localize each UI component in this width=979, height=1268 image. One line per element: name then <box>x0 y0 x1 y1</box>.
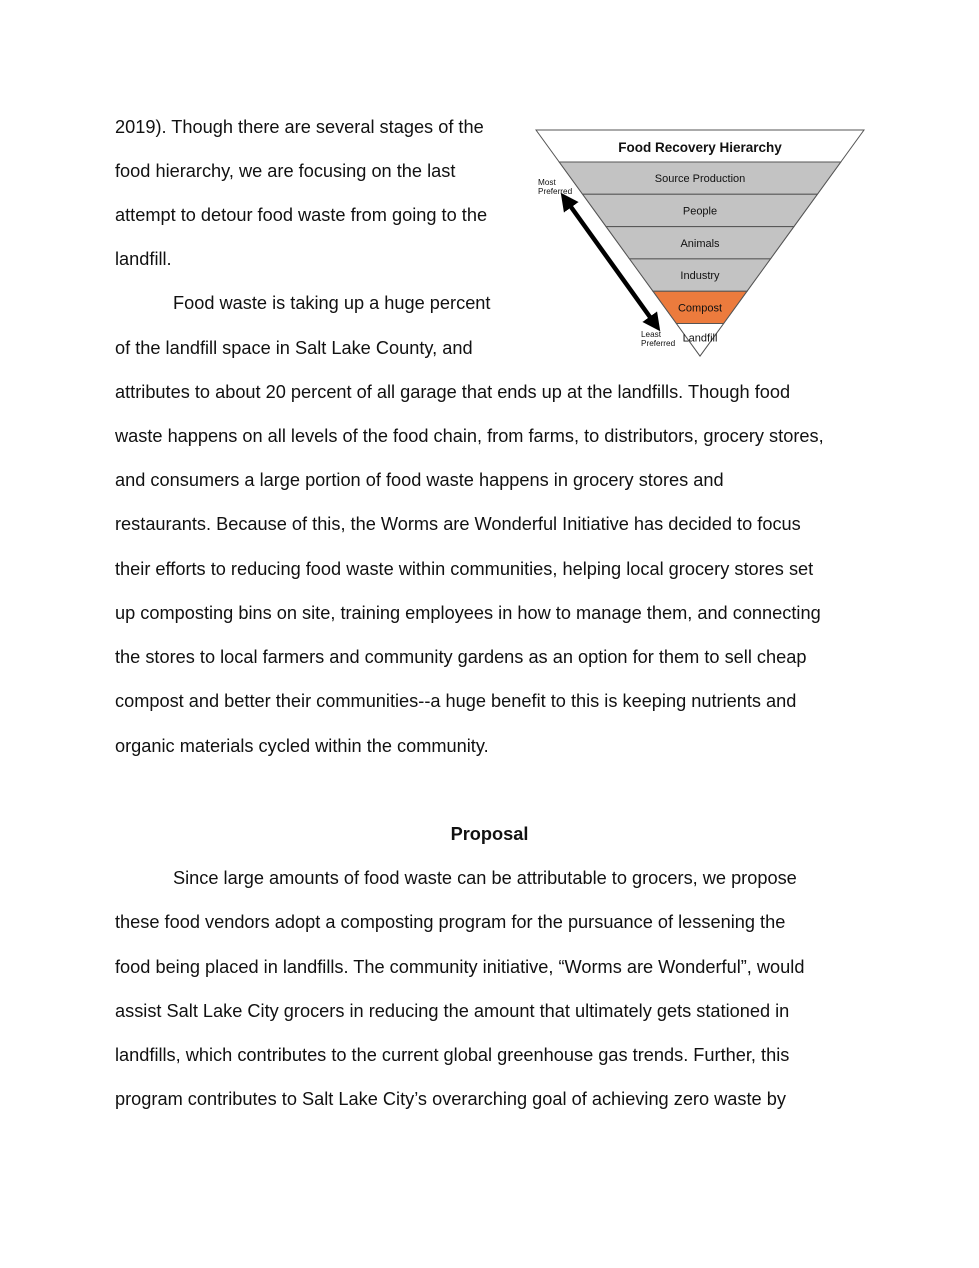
least-preferred-label-2: Preferred <box>641 339 676 348</box>
para2-line-11: organic materials cycled within the community. <box>115 736 489 756</box>
intro-line-4: landfill. <box>115 249 172 269</box>
intro-line-2: food hierarchy, we are focusing on the last <box>115 161 456 181</box>
para2-line-6: restaurants. Because of this, the Worms are Wonderful Initiative has decided to focus <box>115 514 801 534</box>
proposal-line-6: program contributes to Salt Lake City’s overarching goal of achieving zero waste by <box>115 1089 786 1109</box>
para2-line-3: attributes to about 20 percent of all garage that ends up at the landfills. Though food <box>115 382 791 402</box>
most-preferred-label-1: Most <box>538 178 556 187</box>
para2-line-1: Food waste is taking up a huge percent <box>173 293 491 313</box>
para2-line-10: compost and better their communities--a huge benefit to this is keeping nutrients and <box>115 691 797 711</box>
intro-line-1: 2019). Though there are several stages of the <box>115 117 484 137</box>
proposal-line-2: these food vendors adopt a composting program for the pursuance of lessening the <box>115 912 786 932</box>
proposal-heading: Proposal <box>450 824 529 844</box>
para2-line-5: and consumers a large portion of food waste happens in grocery stores and <box>115 470 724 490</box>
hierarchy-tier-label: Source Production <box>654 173 746 186</box>
proposal-line-5: landfills, which contributes to the current global greenhouse gas trends. Further, this <box>115 1045 790 1065</box>
intro-line-3: attempt to detour food waste from going to the <box>115 205 488 225</box>
para2-line-9: the stores to local farmers and community gardens as an option for them to sell cheap <box>115 647 807 667</box>
hierarchy-tier-label: Landfill <box>682 332 718 345</box>
least-preferred-label-1: Least <box>641 330 662 339</box>
proposal-line-1: Since large amounts of food waste can be attributable to grocers, we propose <box>173 868 797 888</box>
food-recovery-hierarchy-figure <box>533 126 869 360</box>
para2-line-2: of the landfill space in Salt Lake County, and <box>115 338 473 358</box>
proposal-line-3: food being placed in landfills. The community initiative, “Worms are Wonderful”, would <box>115 957 805 977</box>
proposal-line-4: assist Salt Lake City grocers in reducing the amount that ultimately gets stationed in <box>115 1001 790 1021</box>
hierarchy-tier-label: Animals <box>680 237 720 250</box>
para2-line-8: up composting bins on site, training employees in how to manage them, and connecting <box>115 603 821 623</box>
hierarchy-title: Food Recovery Hierarchy <box>618 140 782 155</box>
para2-line-7: their efforts to reducing food waste within communities, helping local grocery stores set <box>115 559 814 579</box>
hierarchy-tier-label: Industry <box>680 270 720 283</box>
hierarchy-tier-label: Compost <box>677 302 723 315</box>
hierarchy-tier-label: People <box>682 205 718 218</box>
most-preferred-label-2: Preferred <box>538 187 573 196</box>
para2-line-4: waste happens on all levels of the food chain, from farms, to distributors, grocery stores, <box>115 426 824 446</box>
